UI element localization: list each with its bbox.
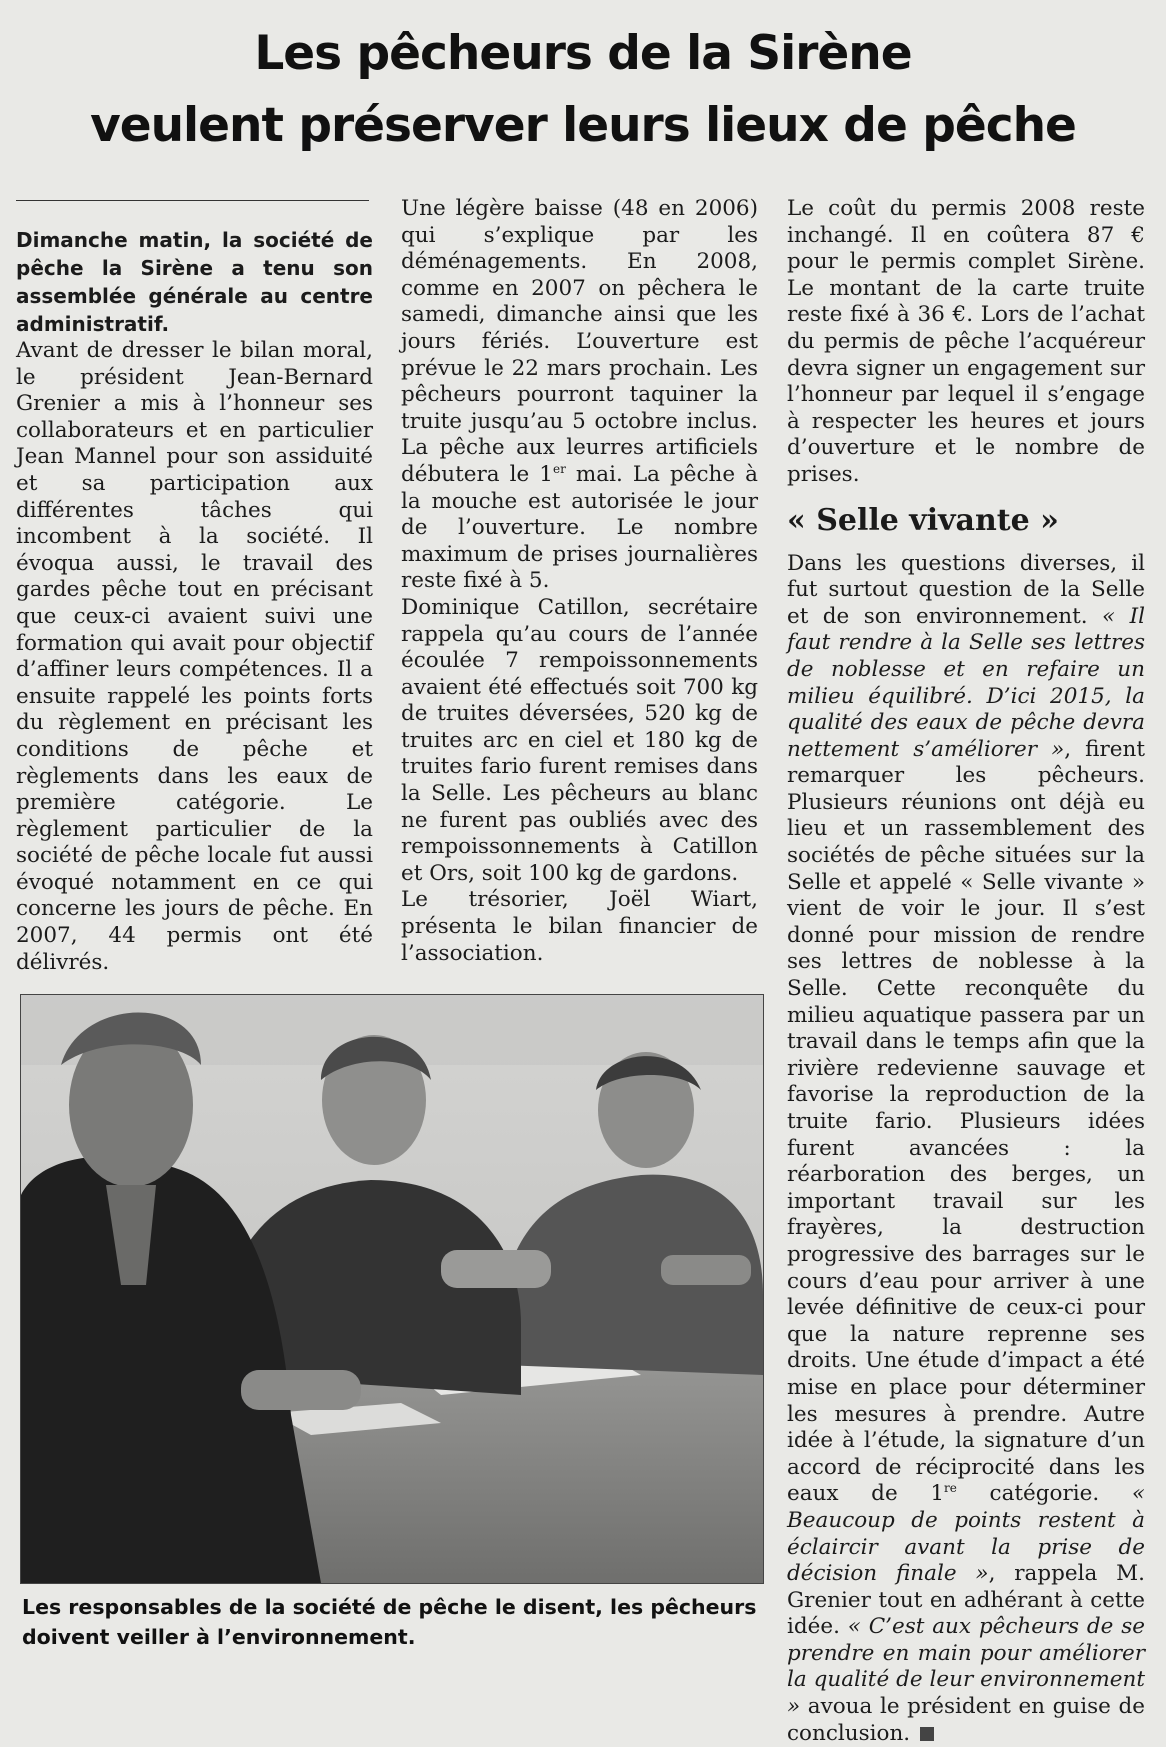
ordinal-suffix: re xyxy=(944,1481,957,1496)
headline-line-2: veulent préserver leurs lieux de pêche xyxy=(90,98,1076,153)
column-3-text-b: , firent remarquer les pêcheurs. Plusieurs réunions ont déjà eu lieu et un rassemblement des sociétés de pêche situées sur la Selle et appelé « Selle vivante » vient de voir le jour. Il s’est donné pour mission de rendre ses lettres de noblesse à la Selle. Cette reconquête du milieu aquatique passera par un travail dans le temps afin que la rivière redevienne sauvage et favorise la reproduction de la truite fario. Plusieurs idées furent avancées : la réarboration des berges, un important travail sur les frayères, la destruction progressive des barrages sur le cours d’eau pour arriver à une levée définitive de ceux-ci pour que la nature reprenne ses droits. Une étude d’impact a été mise en place pour déterminer les mesures à prendre. Autre idée à l’étude, la signature d’un accord de réciprocité dans les eaux de 1 xyxy=(787,736,1145,1507)
photo-caption: Les responsables de la société de pêche le disent, les pêcheurs doivent veiller à l’environnement. xyxy=(22,1595,757,1649)
photo-illustration xyxy=(21,995,763,1583)
column-3-paragraph-2 xyxy=(787,551,1145,1747)
quote-1: « Il faut rendre à la Selle ses lettres de noblesse et en refaire un milieu équilibré. D’ici 2015, la qualité des eaux de pêche devra nettement s’améliorer » xyxy=(787,603,1145,762)
column-2-paragraph-3: Le trésorier, Joël Wiart, présenta le bilan financier de l’association. xyxy=(401,887,758,966)
quote-2: « Beaucoup de points restent à éclaircir avant la prise de décision finale » xyxy=(787,1481,1145,1587)
column-2-paragraph-1 xyxy=(401,196,758,595)
column-3-text-e: avoua le président en guise de conclusion. xyxy=(787,1694,1145,1746)
quote-3: « C’est aux pêcheurs de se prendre en main pour améliorer la qualité de leur environnement » xyxy=(787,1614,1145,1720)
column-2-text-b: mai. La pêche à la mouche est autorisée le jour de l’ouverture. Le nombre maximum de prises journalières reste fixé à 5. xyxy=(401,461,758,594)
column-3-text-d: , rappela M. Grenier tout en adhérant à cette idée. xyxy=(787,1561,1145,1640)
column-3-text-a: Dans les questions diverses, il fut surtout question de la Selle et de son environnement. xyxy=(787,550,1145,629)
article-column-3 xyxy=(787,196,1145,1747)
column-1-paragraph: Avant de dresser le bilan moral, le président Jean-Bernard Grenier a mis à l’honneur ses collaborateurs et en particulier Jean Mannel pour son assiduité et sa participation aux différentes tâches qui incombent à la société. Il évoqua aussi, le travail des gardes pêche tout en précisant que ceux-ci avaient suivi une formation qui avait pour objectif d’affiner leurs compétences. Il a ensuite rappelé les points forts du règlement en précisant les conditions de pêche et règlements dans les eaux de première catégorie. Le règlement particulier de la société de pêche locale fut aussi évoqué notamment en ce qui concerne les jours de pêche. En 2007, 44 permis ont été délivrés. xyxy=(16,338,373,975)
column-3-paragraph-1: Le coût du permis 2008 reste inchangé. Il en coûtera 87 € pour le permis complet Sirène. Le montant de la carte truite reste fixé à 36 €. Lors de l’achat du permis de pêche l’acquéreur devra signer un engagement sur l’honneur par lequel il s’engage à respecter les heures et jours d’ouverture et le nombre de prises. xyxy=(787,196,1145,487)
headline xyxy=(20,18,1146,162)
article-photo xyxy=(20,994,764,1584)
section-subheading: « Selle vivante » xyxy=(787,502,1059,538)
ordinal-suffix: er xyxy=(552,461,566,476)
column-2-paragraph-2: Dominique Catillon, secrétaire rappela qu’au cours de l’année écoulée 7 rempoissonnements avaient été effectués soit 700 kg de truites déversées, 520 kg de truites arc en ciel et 180 kg de truites fario furent remises dans la Selle. Les pêcheurs au blanc ne furent pas oubliés avec des rempoissonnements à Catillon et Ors, soit 100 kg de gardons. xyxy=(401,594,758,886)
column-3-text-c: catégorie. xyxy=(956,1481,1132,1507)
headline-line-1: Les pêcheurs de la Sirène xyxy=(254,26,912,81)
article-lede: Dimanche matin, la société de pêche la Sirène a tenu son assemblée générale au centre administratif. xyxy=(16,228,373,336)
column-2-text-a: Une légère baisse (48 en 2006) qui s’explique par les déménagements. En 2008, comme en 2007 on pêchera le samedi, dimanche ainsi que les jours fériés. L’ouverture est prévue le 22 mars prochain. Les pêcheurs pourront taquiner la truite jusqu’au 5 octobre inclus. La pêche aux leurres artificiels débutera le 1 xyxy=(401,196,758,487)
end-of-article-mark xyxy=(920,1727,934,1741)
lede-rule xyxy=(16,200,369,201)
article-column-1 xyxy=(16,226,373,976)
article-column-2 xyxy=(401,196,758,967)
